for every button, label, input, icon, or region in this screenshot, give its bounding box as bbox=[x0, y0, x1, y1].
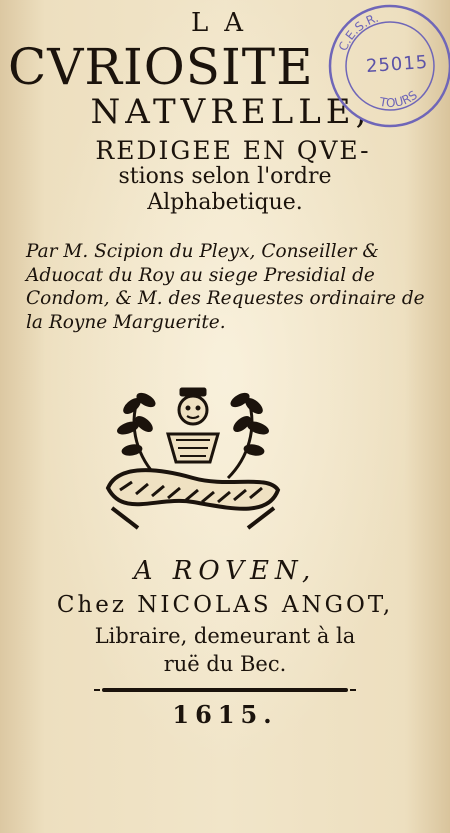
title-line-4: REDIGEE EN QVE- bbox=[95, 136, 371, 165]
title-line-3: NATVRELLE, bbox=[90, 92, 372, 132]
title-line-2: CVRIOSITE bbox=[8, 38, 314, 96]
imprint-address-2: ruë du Bec. bbox=[163, 652, 287, 676]
byline-line-4: la Royne Marguerite. bbox=[26, 311, 226, 333]
byline-line-3: Condom, & M. des Requestes ordinaire de bbox=[26, 288, 425, 309]
divider-rule bbox=[102, 688, 348, 692]
title-line-6: Alphabetique. bbox=[147, 190, 303, 215]
title-line-1: LA bbox=[190, 8, 260, 38]
svg-text:C.E.S.R.: C.E.S.R. bbox=[335, 10, 381, 53]
imprint-address-1: Libraire, demeurant à la bbox=[94, 624, 356, 648]
byline-line-1: Par M. Scipion du Pleyx, Conseiller & bbox=[26, 241, 379, 262]
imprint-city: A ROVEN, bbox=[133, 556, 317, 586]
byline-line-2: Aduocat du Roy au siege Presidial de bbox=[26, 264, 375, 286]
printer-ornament-icon bbox=[98, 378, 288, 536]
stamp-number: 25015 bbox=[365, 51, 429, 78]
publication-year: 1615. bbox=[172, 700, 278, 729]
svg-text:TOURS: TOURS bbox=[378, 87, 420, 110]
title-line-5: stions selon l'ordre bbox=[118, 164, 332, 189]
imprint-printer: Chez NICOLAS ANGOT, bbox=[56, 592, 394, 618]
author-byline bbox=[26, 240, 430, 334]
